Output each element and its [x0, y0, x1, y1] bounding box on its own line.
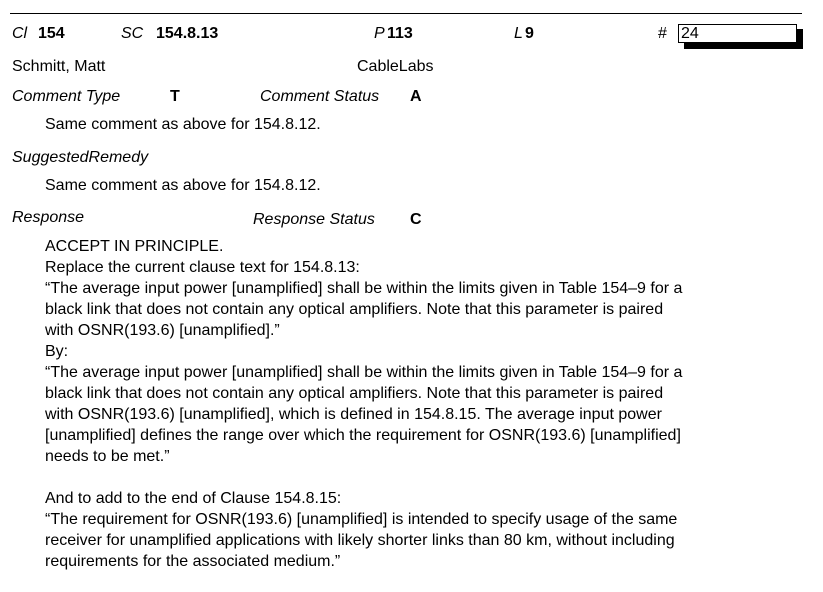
sc-label: SC [121, 25, 144, 42]
cl-value: 154 [38, 25, 65, 42]
response-addition-text: “The requirement for OSNR(193.6) [unamplified] is intended to specify usage of the same receiver for unamplified applications with likely shorter links than 80 km, without including requirements for the associated medium.” [45, 511, 678, 570]
cl-label: Cl [12, 25, 28, 42]
response-label: Response [12, 209, 85, 226]
response-decision: ACCEPT IN PRINCIPLE. [45, 238, 224, 255]
suggested-remedy-label: SuggestedRemedy [12, 149, 149, 166]
response-instruction: Replace the current clause text for 154.8.13: [45, 259, 360, 276]
comment-number-value: 24 [681, 25, 699, 42]
suggested-remedy-text: Same comment as above for 154.8.12. [45, 177, 321, 194]
comment-number-field[interactable] [678, 24, 797, 43]
number-box-shadow-bottom [684, 43, 803, 49]
l-label: L [514, 25, 523, 42]
comment-text: Same comment as above for 154.8.12. [45, 116, 321, 133]
response-by: By: [45, 343, 69, 360]
p-value: 113 [387, 25, 413, 42]
sc-value: 154.8.13 [156, 25, 219, 42]
response-addition-instruction: And to add to the end of Clause 154.8.15: [45, 490, 342, 507]
response-replacement-text: “The average input power [unamplified] shall be within the limits given in Table 154–9 for a black link that does not contain any optical amplifiers. Note that this parameter is paired with OSNR(193.6) [unamplified], which is defined in 154.8.15. The average input power [unamplified] defines the range over which the requirement for OSNR(193.6) [unamplified] needs to be met.” [45, 364, 683, 465]
response-original-text: “The average input power [unamplified] shall be within the limits given in Table 154–9 for a black link that does not contain any optical amplifiers. Note that this parameter is paired with OSNR(193.6) [unamplified].” [45, 280, 683, 339]
p-label: P [374, 25, 385, 42]
comment-status-label: Comment Status [260, 88, 380, 105]
response-status-value: C [410, 211, 422, 228]
number-hash-label: # [658, 25, 667, 42]
comment-status-value: A [410, 88, 422, 105]
comment-type-value: T [170, 88, 180, 105]
response-body [45, 236, 805, 572]
l-value: 9 [525, 25, 534, 42]
commenter-name: Schmitt, Matt [12, 58, 106, 75]
comment-type-label: Comment Type [12, 88, 121, 105]
top-divider [10, 13, 802, 14]
response-status-label: Response Status [253, 211, 375, 228]
response-spacer [45, 467, 805, 488]
commenter-affiliation: CableLabs [357, 58, 434, 75]
